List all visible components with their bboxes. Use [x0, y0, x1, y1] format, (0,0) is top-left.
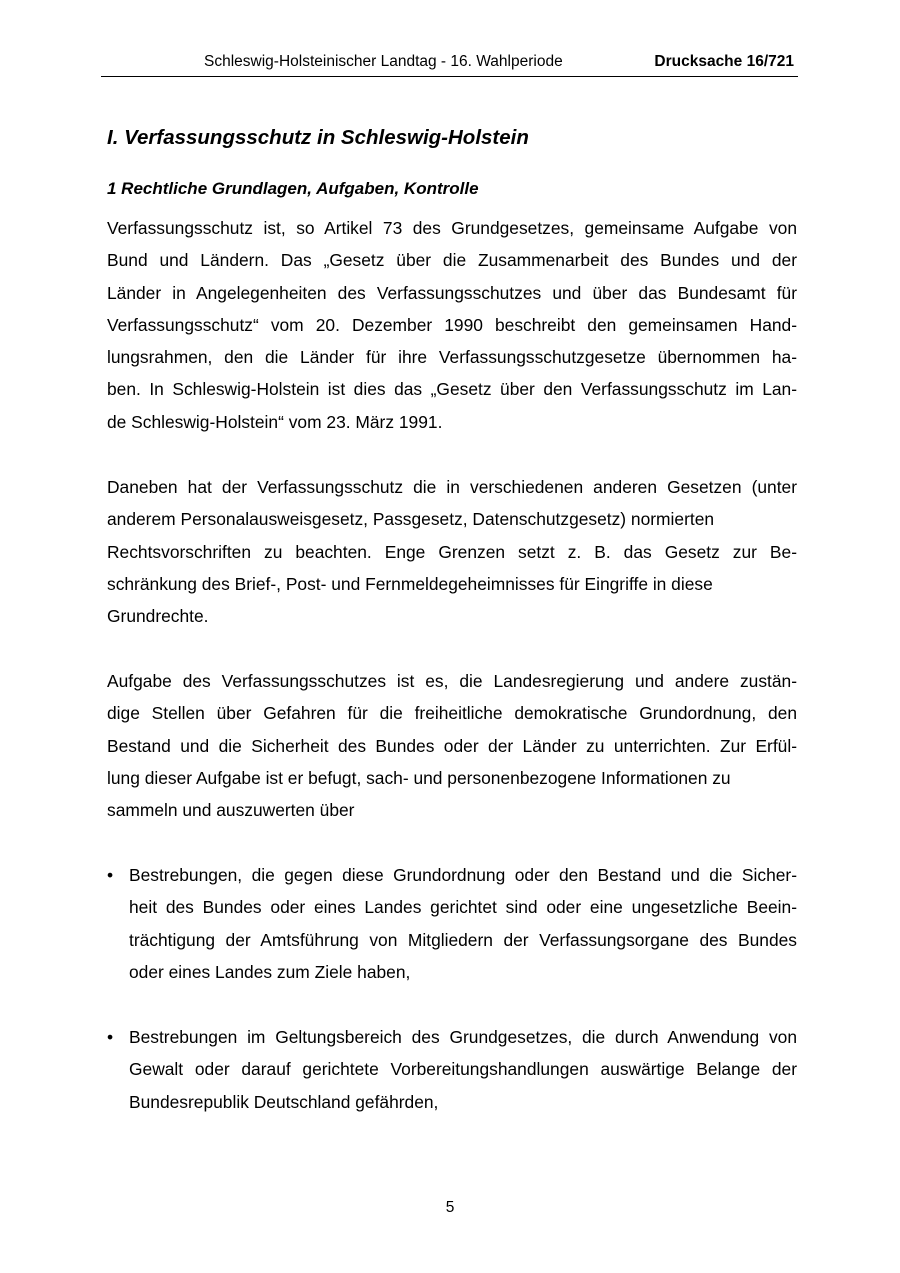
paragraph-line: lung dieser Aufgabe ist er befugt, sach- und personenbezogene Informationen zu [107, 767, 731, 788]
paragraph-line: Rechtsvorschriften zu beachten. Enge Grenzen setzt z. B. das Gesetz zur Be- [107, 541, 797, 562]
paragraph-line: Verfassungsschutz ist, so Artikel 73 des Grundgesetzes, gemeinsame Aufgabe von [107, 218, 797, 238]
paragraph-line: dige Stellen über Gefahren für die freiheitliche demokratische Grundordnung, den [107, 703, 797, 724]
paragraph-line: schränkung des Brief-, Post- und Fernmeldegeheimnisses für Eingriffe in diese [107, 573, 713, 594]
header-title: Schleswig-Holsteinischer Landtag - 16. Wahlperiode [204, 53, 563, 70]
paragraph-line: Länder in Angelegenheiten des Verfassungsschutzes und über das Bundesamt für [107, 282, 797, 303]
list-item-line: Bundesrepublik Deutschland gefährden, [129, 1091, 439, 1112]
paragraph-line: Verfassungsschutz“ vom 20. Dezember 1990 beschreibt den gemeinsamen Hand- [107, 314, 797, 335]
list-item-line: trächtigung der Amtsführung von Mitgliedern der Verfassungsorgane des Bundes [129, 929, 797, 950]
list-item-text [129, 859, 797, 988]
paragraph-line: Aufgabe des Verfassungsschutzes ist es, die Landesregierung und andere zustän- [107, 671, 797, 691]
paragraph-line: Bestand und die Sicherheit des Bundes oder der Länder zu unterrichten. Zur Erfül- [107, 735, 797, 756]
paragraph-line: ben. In Schleswig-Holstein ist dies das „Gesetz über den Verfassungsschutz im Lan- [107, 379, 797, 400]
subsection-title: 1 Rechtliche Grundlagen, Aufgaben, Kontrolle [107, 179, 479, 198]
section-title: I. Verfassungsschutz in Schleswig-Holstein [107, 126, 529, 149]
list-item-line: oder eines Landes zum Ziele haben, [129, 961, 411, 982]
paragraph-other-laws [107, 471, 797, 632]
document-number: Drucksache 16/721 [654, 53, 794, 70]
paragraph-legal-basis [107, 212, 797, 438]
list-item-line: heit des Bundes oder eines Landes gerichtet sind oder eine ungesetzliche Beein- [129, 897, 797, 918]
paragraph-tasks [107, 665, 797, 826]
paragraph-line: anderem Personalausweisgesetz, Passgesetz, Datenschutzgesetz) normierten [107, 509, 715, 530]
paragraph-line: sammeln und auszuwerten über [107, 800, 355, 821]
header-divider [101, 76, 798, 77]
bullet-icon: • [107, 865, 114, 885]
list-item-line: Bestrebungen im Geltungsbereich des Grundgesetzes, die durch Anwendung von [129, 1027, 797, 1047]
list-item-text [129, 1021, 797, 1118]
paragraph-line: Grundrechte. [107, 606, 209, 627]
list-item-line: Bestrebungen, die gegen diese Grundordnung oder den Bestand und die Sicher- [129, 865, 797, 885]
list-item-line: Gewalt oder darauf gerichtete Vorbereitungshandlungen auswärtige Belange der [129, 1059, 797, 1080]
bullet-icon: • [107, 1027, 114, 1047]
paragraph-line: Daneben hat der Verfassungsschutz die in verschiedenen anderen Gesetzen (unter [107, 477, 797, 497]
paragraph-line: lungsrahmen, den die Länder für ihre Verfassungsschutzgesetze übernommen ha- [107, 347, 797, 368]
paragraph-line: de Schleswig-Holstein“ vom 23. März 1991. [107, 411, 443, 432]
paragraph-line: Bund und Ländern. Das „Gesetz über die Zusammenarbeit des Bundes und der [107, 250, 797, 271]
page-number: 5 [445, 1199, 455, 1216]
